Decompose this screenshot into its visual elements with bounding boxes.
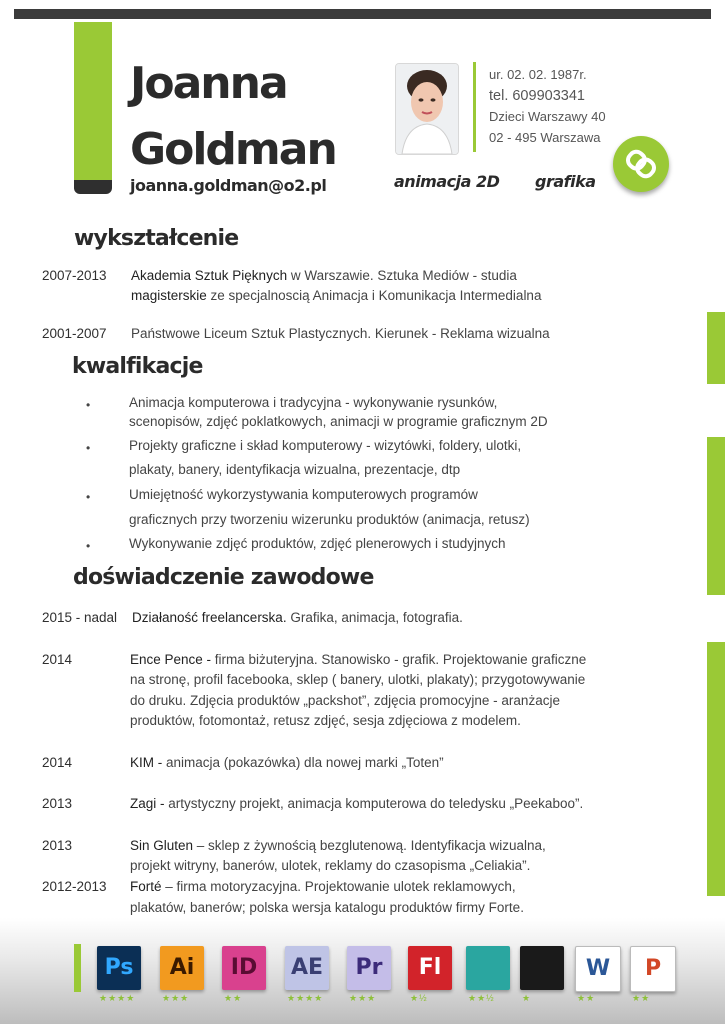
skill-line: Umiejętność wykorzystywania komputerowych programów xyxy=(129,487,478,502)
birth-date: ur. 02. 02. 1987r. xyxy=(489,67,587,82)
green-accent-bar-end xyxy=(74,180,112,194)
skill-stars: ★★ xyxy=(577,993,596,1003)
contact-divider xyxy=(473,62,476,152)
3dsmax-icon xyxy=(466,946,510,990)
premiere-icon: Pr xyxy=(347,946,391,990)
link-icon[interactable] xyxy=(613,136,669,192)
skill-stars: ★★½ xyxy=(468,993,495,1003)
side-accent xyxy=(707,642,725,896)
skill-line: plakaty, banery, identyfikacja wizualna, prezentacje, dtp xyxy=(129,462,461,477)
skill-line: Animacja komputerowa i tradycyjna - wykonywanie rysunków, xyxy=(129,395,498,410)
bullet: • xyxy=(86,441,91,455)
education-years: 2001-2007 xyxy=(42,326,107,341)
after-effects-icon: AE xyxy=(285,946,329,990)
indesign-icon: ID xyxy=(222,946,266,990)
experience-years: 2014 xyxy=(42,755,73,770)
experience-years: 2014 xyxy=(42,652,73,667)
cinema4d-icon xyxy=(520,946,564,990)
green-accent-bar xyxy=(74,22,112,185)
experience-line: produktów, fotomontaż, retusz zdjęć, sesja zdjęciowa z modelem. xyxy=(130,713,521,728)
experience-line: Zagi - artystyczny projekt, animacja komputerowa do teledysku „Peekaboo”. xyxy=(130,796,584,811)
education-line: Akademia Sztuk Pięknych w Warszawie. Sztuka Mediów - studia xyxy=(131,268,517,283)
photoshop-icon: Ps xyxy=(97,946,141,990)
skill-stars: ★★★ xyxy=(349,993,377,1003)
skill-stars: ★½ xyxy=(410,993,428,1003)
illustrator-icon: Ai xyxy=(160,946,204,990)
skill-line: Projekty graficzne i skład komputerowy - wizytówki, foldery, ulotki, xyxy=(129,438,522,453)
word-icon: W xyxy=(575,946,621,992)
spec-animation: animacja 2D xyxy=(394,172,500,191)
education-years: 2007-2013 xyxy=(42,268,107,283)
section-title-education: wykształcenie xyxy=(74,226,239,251)
experience-line: Sin Gluten – sklep z żywnością bezglutenową. Identyfikacja wizualna, xyxy=(130,838,546,853)
experience-years: 2012-2013 xyxy=(42,879,107,894)
email[interactable]: joanna.goldman@o2.pl xyxy=(130,176,327,195)
skill-stars: ★★★★ xyxy=(287,993,324,1003)
section-title-skills: kwalfikacje xyxy=(72,354,203,379)
experience-years: 2013 xyxy=(42,796,73,811)
bullet: • xyxy=(86,398,91,412)
spec-graphics: grafika xyxy=(535,172,596,191)
experience-years: 2015 - nadal xyxy=(42,610,118,625)
skill-stars: ★★★ xyxy=(162,993,190,1003)
experience-line: do druku. Zdjęcia produktów „packshot”, zdjęcia promocyjne - aranżacje xyxy=(130,693,560,708)
section-title-experience: doświadczenie zawodowe xyxy=(73,565,374,590)
skill-stars: ★ xyxy=(522,993,532,1003)
skill-line: graficznych przy tworzeniu wizerunku produktów (animacja, retusz) xyxy=(129,512,530,527)
education-line: magisterskie ze specjalnoscią Animacja i Komunikacja Intermedialna xyxy=(131,288,542,303)
skill-stars: ★★ xyxy=(632,993,651,1003)
footer-green-accent xyxy=(74,944,81,992)
last-name: Goldman xyxy=(130,124,336,175)
top-bar xyxy=(14,9,711,19)
profile-photo xyxy=(395,63,459,155)
experience-line: projekt witryny, banerów, ulotek, reklamy do czasopisma „Celiakia”. xyxy=(130,858,531,873)
skill-stars: ★★★★ xyxy=(99,993,136,1003)
skill-line: scenopisów, zdjęć poklatkowych, animacji w programie graficznym 2D xyxy=(129,414,548,429)
skill-line: Wykonywanie zdjęć produktów, zdjęć plenerowych i studyjnych xyxy=(129,536,506,551)
bullet: • xyxy=(86,539,91,553)
phone[interactable]: tel. 609903341 xyxy=(489,88,585,104)
experience-line: na stronę, profil facebooka, sklep ( banery, ulotki, plakaty); przygotowywanie xyxy=(130,672,586,687)
education-line: Państwowe Liceum Sztuk Plastycznych. Kierunek - Reklama wizualna xyxy=(131,326,550,341)
skill-stars: ★★ xyxy=(224,993,243,1003)
experience-line: Forté – firma motoryzacyjna. Projektowanie ulotek reklamowych, xyxy=(130,879,516,894)
side-accent xyxy=(707,312,725,384)
first-name: Joanna xyxy=(130,58,287,109)
address-city: 02 - 495 Warszawa xyxy=(489,130,601,145)
experience-line: plakatów, banerów; polska wersja katalogu produktów firmy Forte. xyxy=(130,900,524,915)
experience-line: Ence Pence - firma biżuteryjna. Stanowisko - grafik. Projektowanie graficzne xyxy=(130,652,587,667)
address-street: Dzieci Warszawy 40 xyxy=(489,109,606,124)
flash-icon: Fl xyxy=(408,946,452,990)
experience-line: Działaność freelancerska. Grafika, animacja, fotografia. xyxy=(132,610,463,625)
bullet: • xyxy=(86,490,91,504)
experience-line: KIM - animacja (pokazówka) dla nowej marki „Toten” xyxy=(130,755,444,770)
powerpoint-icon: P xyxy=(630,946,676,992)
experience-years: 2013 xyxy=(42,838,73,853)
side-accent xyxy=(707,437,725,595)
